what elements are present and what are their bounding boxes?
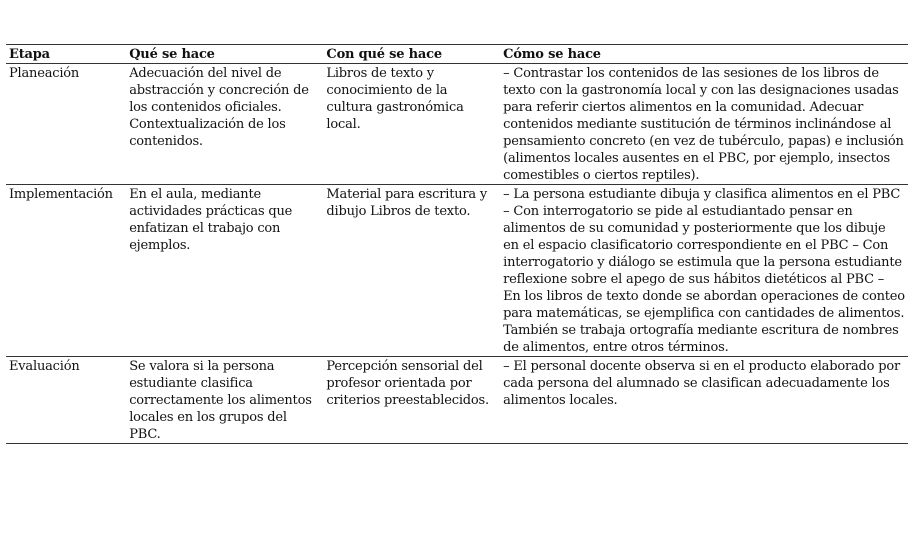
- table-row: [6, 357, 908, 444]
- header-que-se-hace: Qué se hace: [129, 47, 215, 62]
- table-row: [6, 64, 908, 185]
- cell-con-que-se-hace: Libros de texto y conocimiento de la cultura gastronómica local.: [326, 66, 464, 132]
- cell-etapa: Implementación: [9, 187, 113, 202]
- cell-como-se-hace: – El personal docente observa si en el producto elaborado por cada persona del alumnado se clasifican adecuadamente los alimentos locales.: [503, 359, 900, 408]
- cell-etapa: Planeación: [9, 66, 80, 81]
- cell-que-se-hace: En el aula, mediante actividades prácticas que enfatizan el trabajo con ejemplos.: [129, 187, 293, 253]
- header-row: [6, 45, 908, 64]
- header-etapa: Etapa: [9, 47, 50, 62]
- cell-con-que-se-hace: Material para escritura y dibujo Libros de texto.: [326, 187, 488, 219]
- cell-como-se-hace: – La persona estudiante dibuja y clasifica alimentos en el PBC – Con interrogatorio se pide al estudiantado pensar en alimentos de su comunidad y posteriormente que los dibuje en el espacio clasificatorio correspondiente en el PBC – Con interrogatorio y diálogo se estimula que la persona estudiante reflexione sobre el apego de sus hábitos dietéticos al PBC – En los libros de texto donde se abordan operaciones de conteo para matemáticas, se ejemplifica con cantidades de alimentos. También se trabaja ortografía mediante escritura de nombres de alimentos, entre otros términos.: [503, 187, 905, 355]
- stages-table: [6, 44, 908, 444]
- table-body: [6, 64, 908, 444]
- cell-como-se-hace: – Contrastar los contenidos de las sesiones de los libros de texto con la gastronomía local y con las designaciones usadas para referir ciertos alimentos en la comunidad. Adecuar contenidos mediante sustitución de términos inclinándose al pensamiento concreto (en vez de tubérculo, papas) e inclusión (alimentos locales ausentes en el PBC, por ejemplo, insectos comestibles o ciertos reptiles).: [503, 66, 904, 183]
- cell-que-se-hace: Se valora si la persona estudiante clasifica correctamente los alimentos locales en los grupos del PBC.: [129, 359, 312, 442]
- cell-que-se-hace: Adecuación del nivel de abstracción y concreción de los contenidos oficiales. Contextualización de los contenidos.: [129, 66, 309, 149]
- header-como-se-hace: Cómo se hace: [503, 47, 601, 62]
- header-con-que-se-hace: Con qué se hace: [326, 47, 442, 62]
- table-header: [6, 45, 908, 64]
- cell-con-que-se-hace: Percepción sensorial del profesor orientada por criterios preestablecidos.: [326, 359, 489, 408]
- table-row: [6, 185, 908, 357]
- cell-etapa: Evaluación: [9, 359, 80, 374]
